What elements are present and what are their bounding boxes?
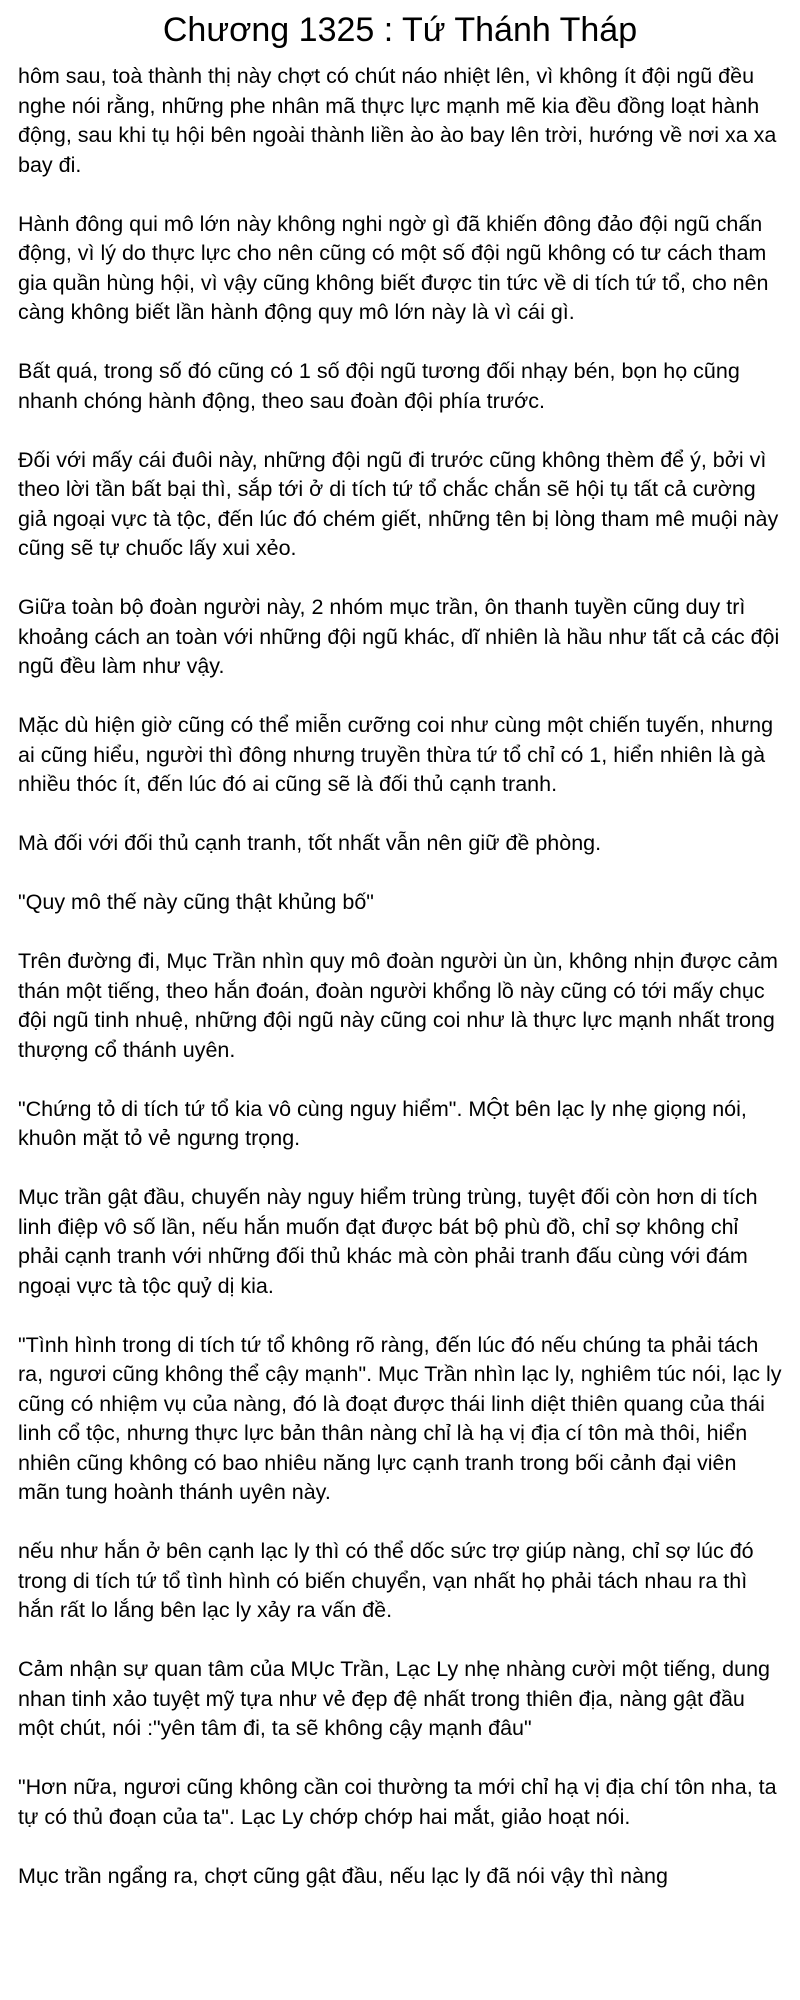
paragraph: Mặc dù hiện giờ cũng có thể miễn cưỡng coi như cùng một chiến tuyến, nhưng ai cũng hiểu, người thì đông nhưng truyền thừa tứ tổ chỉ có 1, hiển nhiên là gà nhiều thóc ít, đến lúc đó ai cũng sẽ là đối thủ cạnh tranh. <box>18 713 774 796</box>
chapter-title: Chương 1325 : Tứ Thánh Tháp <box>162 11 638 49</box>
paragraph: "Chứng tỏ di tích tứ tổ kia vô cùng nguy hiểm". MỘt bên lạc ly nhẹ giọng nói, khuôn mặt tỏ vẻ ngưng trọng. <box>18 1096 747 1150</box>
paragraph: "Tình hình trong di tích tứ tổ không rõ ràng, đến lúc đó nếu chúng ta phải tách ra, ngươi cũng không thể cậy mạnh". Mục Trần nhìn lạc ly, nghiêm túc nói, lạc ly cũng có nhiệm vụ của nàng, đó là đoạt được thái linh diệt thiên quang của thái linh cổ tộc, nhưng thực lực bản thân nàng chỉ là hạ vị địa cí tôn mà thôi, hiển nhiên cũng không có bao nhiêu năng lực cạnh tranh trong bối cảnh đại viên mãn tung hoành thánh uyên này. <box>18 1332 782 1504</box>
paragraph: Giữa toàn bộ đoàn người này, 2 nhóm mục trần, ôn thanh tuyền cũng duy trì khoảng cách an toàn với những đội ngũ khác, dĩ nhiên là hầu như tất cả các đội ngũ đều làm như vậy. <box>18 595 780 678</box>
paragraph: "Quy mô thế này cũng thật khủng bố" <box>18 890 374 914</box>
paragraph: Hành đông qui mô lớn này không nghi ngờ gì đã khiến đông đảo đội ngũ chấn động, vì lý do thực lực cho nên cũng có một số đội ngũ không có tư cách tham gia quần hùng hội, vì vậy cũng không biết được tin tức về di tích tứ tổ, cho nên càng không biết lần hành động quy mô lớn này là vì cái gì. <box>18 211 769 324</box>
chapter-body <box>18 62 782 1891</box>
paragraph: Mục trần gật đầu, chuyến này nguy hiểm trùng trùng, tuyệt đối còn hơn di tích linh điệp vô số lần, nếu hắn muốn đạt được bát bộ phù đồ, chỉ sợ không chỉ phải cạnh tranh với những đối thủ khác mà còn phải tranh đấu cùng với đám ngoại vực tà tộc quỷ dị kia. <box>18 1185 758 1298</box>
paragraph: Mục trần ngẩng ra, chợt cũng gật đầu, nếu lạc ly đã nói vậy thì nàng <box>18 1863 668 1888</box>
paragraph: Bất quá, trong số đó cũng có 1 số đội ngũ tương đối nhạy bén, bọn họ cũng nhanh chóng hành động, theo sau đoàn đội phía trước. <box>18 359 740 413</box>
paragraph: Cảm nhận sự quan tâm của MỤc Trần, Lạc Ly nhẹ nhàng cười một tiếng, dung nhan tinh xảo tuyệt mỹ tựa như vẻ đẹp đệ nhất trong thiên địa, nàng gật đầu một chút, nói :"yên tâm đi, ta sẽ không cậy mạnh đâu" <box>18 1657 770 1740</box>
paragraph: "Hơn nữa, ngươi cũng không cần coi thường ta mới chỉ hạ vị địa chí tôn nha, ta tự có thủ đoạn của ta". Lạc Ly chớp chớp hai mắt, giảo hoạt nói. <box>18 1775 777 1829</box>
paragraph: Đối với mấy cái đuôi này, những đội ngũ đi trước cũng không thèm để ý, bởi vì theo lời tần bất bại thì, sắp tới ở di tích tứ tổ chắc chắn sẽ hội tụ tất cả cường giả ngoại vực tà tộc, đến lúc đó chém giết, những tên bị lòng tham mê muội này cũng sẽ tự chuốc lấy xui xẻo. <box>18 447 779 560</box>
paragraph: Mà đối với đối thủ cạnh tranh, tốt nhất vẫn nên giữ đề phòng. <box>18 831 602 855</box>
paragraph: Trên đường đi, Mục Trần nhìn quy mô đoàn người ùn ùn, không nhịn được cảm thán một tiếng, theo hắn đoán, đoàn người khổng lồ này cũng có tới mấy chục đội ngũ tinh nhuệ, những đội ngũ này cũng coi như là thực lực mạnh nhất trong thượng cổ thánh uyên. <box>18 949 778 1062</box>
paragraph: hôm sau, toà thành thị này chợt có chút náo nhiệt lên, vì không ít đội ngũ đều nghe nói rằng, những phe nhân mã thực lực mạnh mẽ kia đều đồng loạt hành động, sau khi tụ hội bên ngoài thành liền ào ào bay lên trời, hướng về nơi xa xa bay đi. <box>18 64 777 177</box>
paragraph: nếu như hắn ở bên cạnh lạc ly thì có thể dốc sức trợ giúp nàng, chỉ sợ lúc đó trong di tích tứ tổ tình hình có biến chuyển, vạn nhất họ phải tách nhau ra thì hắn rất lo lắng bên lạc ly xảy ra vấn đề. <box>18 1539 754 1622</box>
